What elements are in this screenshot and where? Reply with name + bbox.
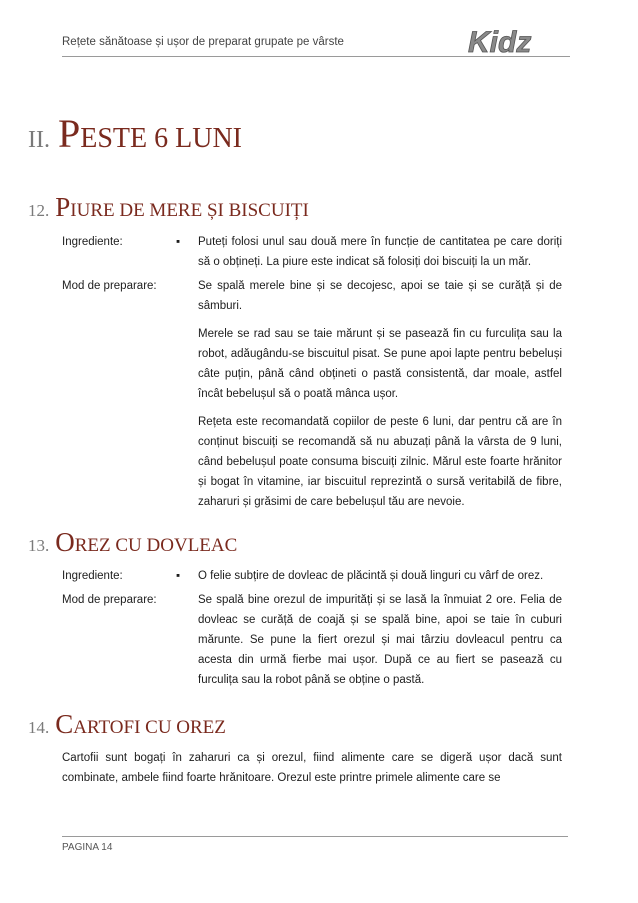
method-label: Mod de preparare: [62,280,157,292]
bullet-icon: ▪ [176,236,181,248]
bullet-icon: ▪ [176,570,181,582]
section-number: II. [28,127,50,153]
recipe-paragraph: Cartofii sunt bogați în zaharuri ca și orezul, fiind alimente care se digeră ușor dacă sunt combinate, ambele fiind foarte hrănitoare. Orezul este printre primele alimente care se [62,752,562,784]
method-paragraph: Rețeta este recomandată copiilor de peste 6 luni, dar pentru că are în conținut biscuiți se recomandă să nu abuzați până la vârsta de 9 luni, când bebelușul poate consuma biscuiți zilnic. Mărul este foarte hrănitor și bogat în vitamine, iar biscuitul reprezintă o sursă veritabilă de fibre, zaharuri și grăsimi de care bebelușul tău are nevoie. [198,416,562,508]
method-label: Mod de preparare: [62,594,157,606]
ingredients-text: O felie subțire de dovleac de plăcintă și două linguri cu vârf de orez. [198,570,544,582]
method-text [198,590,562,690]
recipe-table [62,232,562,516]
method-row [62,590,562,690]
kidz-logo [464,24,574,60]
recipe-heading: 13. OREZ CU DOVLEAC [28,527,238,557]
method-paragraph: Se spală bine orezul de impurități și se lasă la înmuiat 2 ore. Felia de dovleac se curăță de coajă și se spală bine, apoi se taie în cuburi mărunte. Se pune la fiert orezul și mai târziu dovleacul pentru ca acesta din urmă fierbe mai ușor. După ce au fiert se pasează cu furculița sau la robot până se obține o pastă. [198,594,562,686]
header-title: Rețete sănătoase și ușor de preparat grupate pe vârste [62,36,344,48]
method-text [198,276,562,512]
section-heading: II. PESTE 6 LUNI [28,111,242,156]
method-paragraph: Se spală merele bine și se decojesc, apoi se taie și se curăță și de sâmburi. [198,280,562,312]
recipe-heading: 14. CARTOFI CU OREZ [28,709,226,739]
recipe-heading: 12. PIURE DE MERE ȘI BISCUIȚI [28,192,309,222]
ingredients-label: Ingrediente: [62,236,123,248]
page-number: PAGINA 14 [62,842,113,853]
logo-text: Kidz [468,26,532,59]
ingredients-label: Ingrediente: [62,570,123,582]
ingredients-row [62,232,562,272]
method-row [62,276,562,512]
footer-divider [62,836,568,837]
ingredients-row [62,566,562,586]
recipe-table [62,566,562,694]
header-divider [62,56,570,57]
ingredients-text: Puteți folosi unul sau două mere în funcție de cantitatea pe care doriți să o obțineți. La piure este indicat să folosiți doi biscuiți la un măr. [198,236,562,268]
method-paragraph: Merele se rad sau se taie mărunt și se pasează fin cu furculița sau la robot, adăugându-se biscuitul pisat. Se pune apoi lapte pentru bebeluși câte puțin, până când obțineti o pastă consistentă, dar moale, astfel încât bebelușul să o poată mânca ușor. [198,328,562,400]
